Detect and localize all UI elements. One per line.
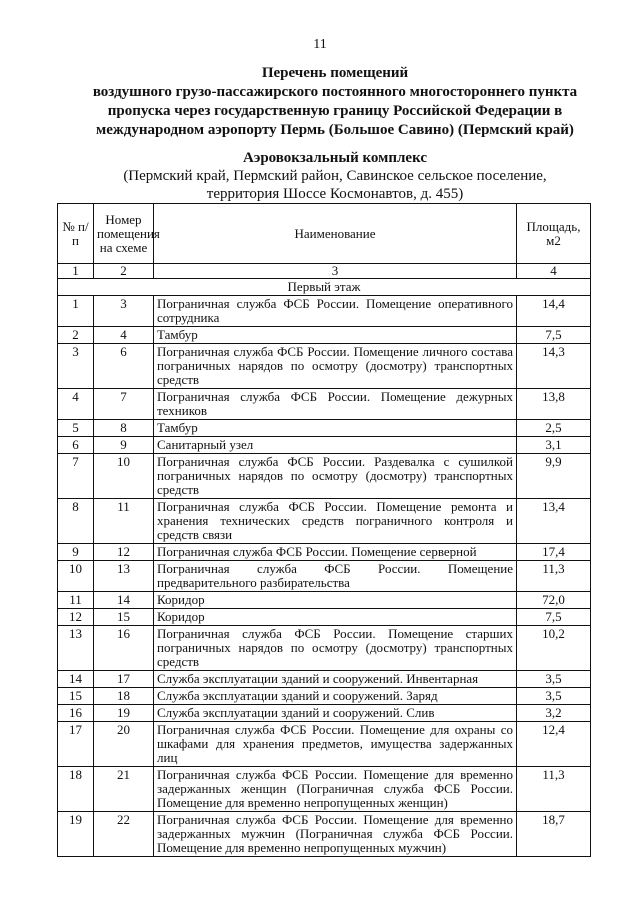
- complex-title: Аэровокзальный комплекс: [243, 150, 427, 166]
- table-row: [58, 296, 591, 327]
- row-name: Тамбур: [154, 420, 517, 437]
- row-number: 6: [58, 437, 94, 454]
- row-plan-number: 7: [94, 389, 154, 420]
- table-row: [58, 389, 591, 420]
- table-row: [58, 671, 591, 688]
- row-number: 7: [58, 454, 94, 499]
- row-name: Пограничная служба ФСБ России. Раздевалка с сушилкой пограничных нарядов по осмотру (досмотру) транспортных средств: [154, 454, 517, 499]
- table-header-row: [58, 204, 591, 264]
- row-name: Тамбур: [154, 327, 517, 344]
- row-plan-number: 16: [94, 626, 154, 671]
- index-cell: 2: [94, 264, 154, 279]
- row-name: Пограничная служба ФСБ России. Помещение для охраны со шкафами для хранения предметов, имущества задержанных лиц: [154, 722, 517, 767]
- row-area: 14,4: [517, 296, 591, 327]
- row-plan-number: 18: [94, 688, 154, 705]
- row-plan-number: 12: [94, 544, 154, 561]
- row-number: 14: [58, 671, 94, 688]
- index-cell: 4: [517, 264, 591, 279]
- title-line: Перечень помещений: [261, 65, 409, 81]
- row-number: 13: [58, 626, 94, 671]
- row-plan-number: 6: [94, 344, 154, 389]
- row-number: 17: [58, 722, 94, 767]
- table-row: [58, 722, 591, 767]
- row-plan-number: 21: [94, 767, 154, 812]
- title-line: пропуска через государственную границу Российской Федерации в: [107, 103, 563, 119]
- row-name: Пограничная служба ФСБ России. Помещение дежурных техников: [154, 389, 517, 420]
- row-area: 2,5: [517, 420, 591, 437]
- row-area: 72,0: [517, 592, 591, 609]
- row-plan-number: 4: [94, 327, 154, 344]
- row-area: 13,4: [517, 499, 591, 544]
- table-row: [58, 812, 591, 857]
- row-number: 3: [58, 344, 94, 389]
- row-name: Служба эксплуатации зданий и сооружений. Инвентарная: [154, 671, 517, 688]
- address: [60, 167, 610, 203]
- table-row: [58, 437, 591, 454]
- row-area: 11,3: [517, 561, 591, 592]
- row-plan-number: 13: [94, 561, 154, 592]
- row-name: Пограничная служба ФСБ России. Помещение старших пограничных нарядов по осмотру (досмотру) транспортных средств: [154, 626, 517, 671]
- row-area: 3,1: [517, 437, 591, 454]
- row-name: Пограничная служба ФСБ России. Помещение серверной: [154, 544, 517, 561]
- table-row: [58, 561, 591, 592]
- table-row: [58, 499, 591, 544]
- index-cell: 1: [58, 264, 94, 279]
- header-number: № п/п: [58, 204, 94, 264]
- row-area: 17,4: [517, 544, 591, 561]
- row-plan-number: 22: [94, 812, 154, 857]
- row-plan-number: 8: [94, 420, 154, 437]
- row-name: Санитарный узел: [154, 437, 517, 454]
- row-name: Пограничная служба ФСБ России. Помещение оперативного сотрудника: [154, 296, 517, 327]
- header-plan-number: Номер помещения на схеме: [94, 204, 154, 264]
- row-area: 9,9: [517, 454, 591, 499]
- row-plan-number: 3: [94, 296, 154, 327]
- row-name: Пограничная служба ФСБ России. Помещение ремонта и хранения технических средств пограничного контроля и средств связи: [154, 499, 517, 544]
- row-name: Коридор: [154, 592, 517, 609]
- section-label: Первый этаж: [58, 279, 591, 296]
- row-plan-number: 15: [94, 609, 154, 626]
- table-row: [58, 420, 591, 437]
- table-row: [58, 626, 591, 671]
- index-cell: 3: [154, 264, 517, 279]
- row-number: 11: [58, 592, 94, 609]
- row-number: 12: [58, 609, 94, 626]
- row-area: 13,8: [517, 389, 591, 420]
- row-plan-number: 9: [94, 437, 154, 454]
- row-number: 10: [58, 561, 94, 592]
- table-row: [58, 327, 591, 344]
- title-line: воздушного грузо-пассажирского постоянного многостороннего пункта: [92, 84, 578, 100]
- row-area: 11,3: [517, 767, 591, 812]
- row-number: 9: [58, 544, 94, 561]
- page-number: 11: [313, 37, 327, 52]
- row-name: Пограничная служба ФСБ России. Помещение для временно задержанных женщин (Пограничная служба ФСБ России. Помещение для временно непропущенных женщин): [154, 767, 517, 812]
- row-plan-number: 14: [94, 592, 154, 609]
- table-row: [58, 592, 591, 609]
- title-line: международном аэропорту Пермь (Большое Савино) (Пермский край): [96, 122, 574, 138]
- row-area: 12,4: [517, 722, 591, 767]
- row-area: 7,5: [517, 609, 591, 626]
- header-area: Площадь, м2: [517, 204, 591, 264]
- table-row: [58, 767, 591, 812]
- row-plan-number: 19: [94, 705, 154, 722]
- row-plan-number: 17: [94, 671, 154, 688]
- row-area: 3,2: [517, 705, 591, 722]
- row-area: 18,7: [517, 812, 591, 857]
- table-row: [58, 344, 591, 389]
- row-name: Пограничная служба ФСБ России. Помещение для временно задержанных мужчин (Пограничная служба ФСБ России. Помещение для временно непропущенных мужчин): [154, 812, 517, 857]
- row-area: 3,5: [517, 671, 591, 688]
- row-plan-number: 11: [94, 499, 154, 544]
- row-name: Служба эксплуатации зданий и сооружений. Слив: [154, 705, 517, 722]
- row-area: 14,3: [517, 344, 591, 389]
- row-number: 18: [58, 767, 94, 812]
- row-name: Пограничная служба ФСБ России. Помещение предварительного разбирательства: [154, 561, 517, 592]
- document-title: [60, 64, 610, 140]
- row-number: 2: [58, 327, 94, 344]
- rooms-table: [57, 203, 591, 857]
- table-index-row: [58, 264, 591, 279]
- row-plan-number: 10: [94, 454, 154, 499]
- row-area: 10,2: [517, 626, 591, 671]
- row-name: Пограничная служба ФСБ России. Помещение личного состава пограничных нарядов по осмотру (досмотру) транспортных средств: [154, 344, 517, 389]
- row-area: 7,5: [517, 327, 591, 344]
- row-name: Коридор: [154, 609, 517, 626]
- row-number: 4: [58, 389, 94, 420]
- table-row: [58, 705, 591, 722]
- row-number: 15: [58, 688, 94, 705]
- address-line: территория Шоссе Космонавтов, д. 455): [206, 186, 464, 202]
- header-name: Наименование: [154, 204, 517, 264]
- row-number: 8: [58, 499, 94, 544]
- row-area: 3,5: [517, 688, 591, 705]
- address-line: (Пермский край, Пермский район, Савинское сельское поселение,: [123, 168, 547, 184]
- row-number: 19: [58, 812, 94, 857]
- table-row: [58, 688, 591, 705]
- section-row: [58, 279, 591, 296]
- row-number: 5: [58, 420, 94, 437]
- table-row: [58, 544, 591, 561]
- row-name: Служба эксплуатации зданий и сооружений. Заряд: [154, 688, 517, 705]
- row-number: 1: [58, 296, 94, 327]
- row-number: 16: [58, 705, 94, 722]
- table-row: [58, 454, 591, 499]
- row-plan-number: 20: [94, 722, 154, 767]
- table-row: [58, 609, 591, 626]
